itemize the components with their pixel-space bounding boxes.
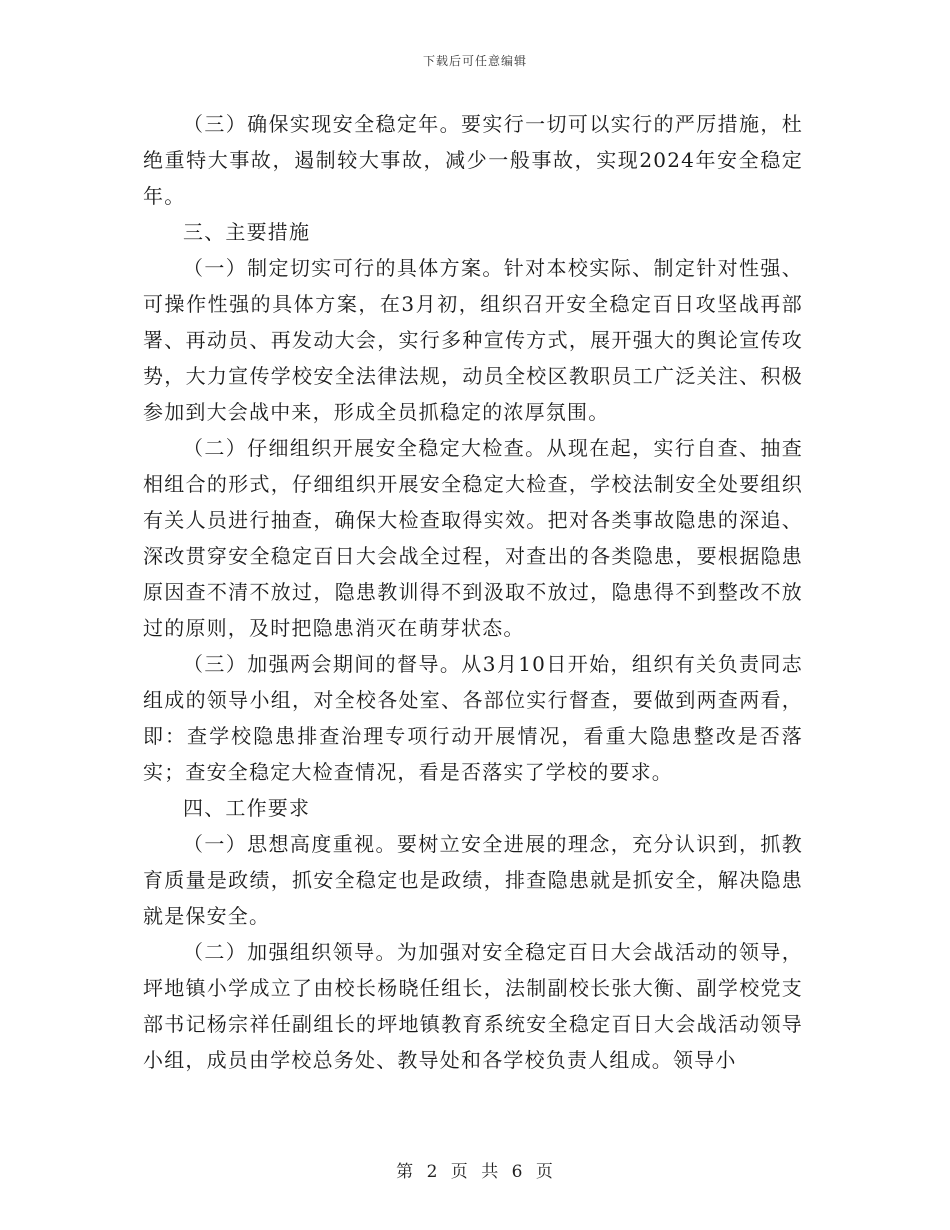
paragraph-requirement-two: （二）加强组织领导。为加强对安全稳定百日大会战活动的领导，坪地镇小学成立了由校长杨晓任组长，法制副校长张大衡、副学校党支部书记杨宗祥任副组长的坪地镇教育系统安全稳定百日大会战活动领导小组，成员由学校总务处、教导处和各学校负责人组成。领导小 <box>143 940 803 1072</box>
paragraph-measure-one: （一）制定切实可行的具体方案。针对本校实际、制定针对性强、可操作性强的具体方案，在3月初，组织召开安全稳定百日攻坚战再部署、再动员、再发动大会，实行多种宣传方式，展开强大的舆论宣传攻势，大力宣传学校安全法律法规，动员全校区教职员工广泛关注、积极参加到大会战中来，形成全员抓稳定的浓厚氛围。 <box>143 256 803 424</box>
document-body <box>143 106 803 1078</box>
page-number-footer: 第 2 页 共 6 页 <box>396 1162 554 1182</box>
page-header: 下载后可任意编辑 <box>422 54 527 68</box>
paragraph-requirement-one: （一）思想高度重视。要树立安全进展的理念，充分认识到，抓教育质量是政绩，抓安全稳定也是政绩，排查隐患就是抓安全，解决隐患就是保安全。 <box>143 832 803 928</box>
section-heading-main-measures: 三、主要措施 <box>183 220 311 244</box>
paragraph-measure-two: （二）仔细组织开展安全稳定大检查。从现在起，实行自查、抽查相组合的形式，仔细组织开展安全稳定大检查，学校法制安全处要组织有关人员进行抽查，确保大检查取得实效。把对各类事故隐患的深追、深改贯穿安全稳定百日大会战全过程，对查出的各类隐患，要根据隐患原因查不清不放过，隐患教训得不到汲取不放过，隐患得不到整改不放过的原则，及时把隐患消灭在萌芽状态。 <box>143 436 803 640</box>
paragraph-goal-three: （三）确保实现安全稳定年。要实行一切可以实行的严厉措施，杜绝重特大事故，遏制较大事故，减少一般事故，实现2024年安全稳定年。 <box>143 112 803 208</box>
section-heading-work-requirements: 四、工作要求 <box>183 796 311 820</box>
paragraph-measure-three: （三）加强两会期间的督导。从3月10日开始，组织有关负责同志组成的领导小组，对全校各处室、各部位实行督查，要做到两查两看，即：查学校隐患排查治理专项行动开展情况，看重大隐患整改是否落实；查安全稳定大检查情况，看是否落实了学校的要求。 <box>143 652 803 784</box>
